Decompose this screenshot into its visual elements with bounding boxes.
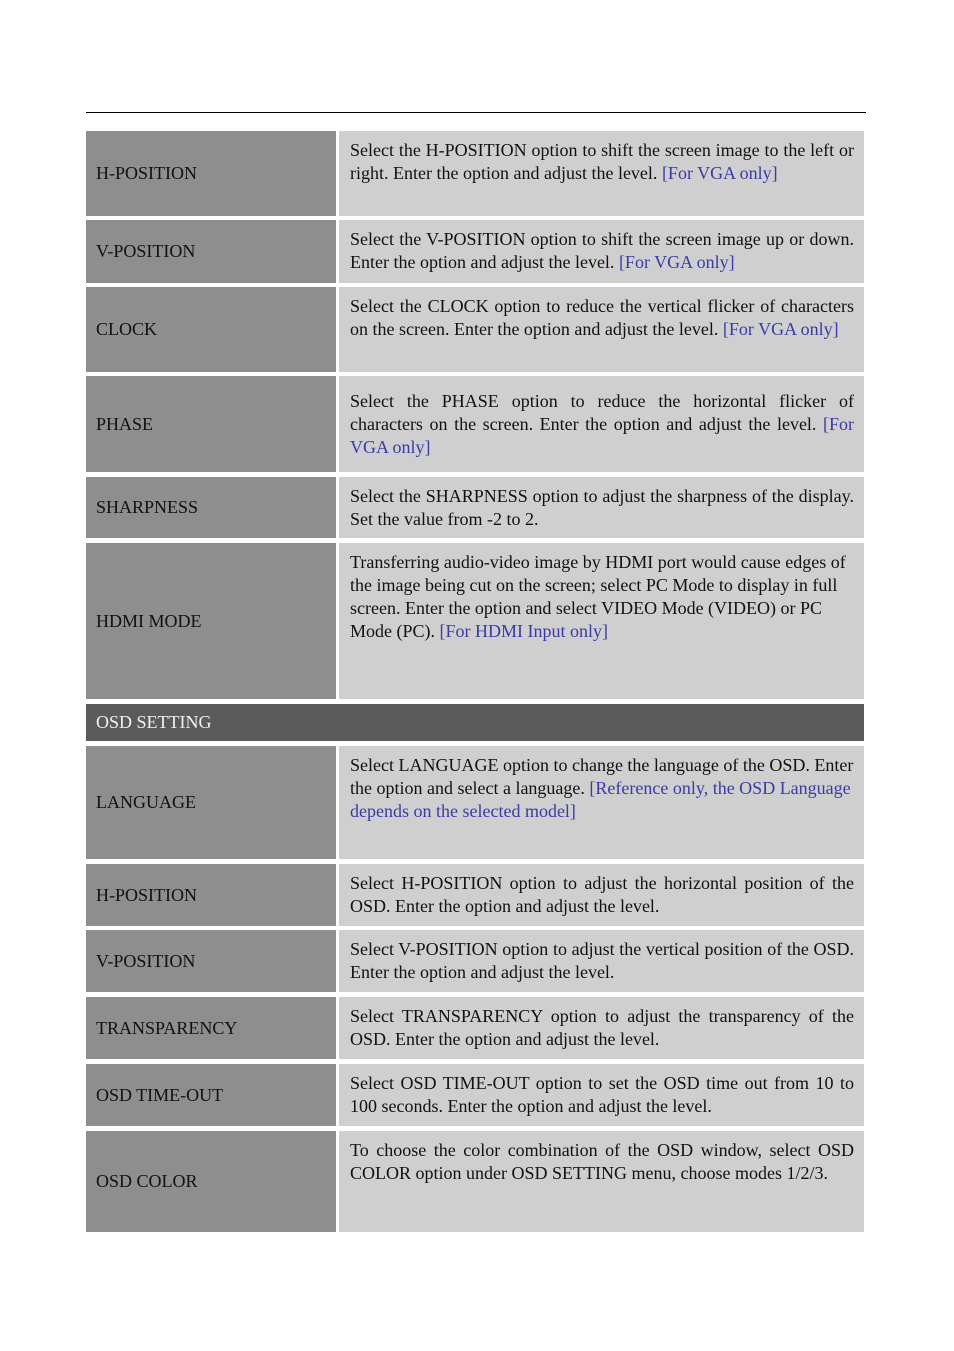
label-text: HDMI MODE <box>96 610 202 631</box>
description-note: [Reference only, the OSD Language depends on the selected model] <box>350 778 851 821</box>
row-label <box>86 1064 336 1126</box>
row-description <box>339 1064 864 1126</box>
description-text: Transferring audio-video image by HDMI port would cause edges of the image being cut on the screen; select PC Mode to display in full screen. Enter the option and select VIDEO Mode (VIDEO) or PC Mode (PC). <box>350 552 846 641</box>
label-text: V-POSITION <box>96 950 196 971</box>
label-text: OSD COLOR <box>96 1171 198 1191</box>
row-label <box>86 131 336 216</box>
row-label <box>86 287 336 372</box>
description-text: Select the CLOCK option to reduce the vertical flicker of characters on the screen. Enter the option and adjust the level. <box>350 296 854 339</box>
row-label <box>86 220 336 283</box>
row-label <box>86 543 336 699</box>
table-row <box>86 1064 864 1126</box>
row-label <box>86 1131 336 1232</box>
row-description <box>339 1131 864 1232</box>
header-rule <box>86 112 866 113</box>
label-text: PHASE <box>96 413 154 434</box>
section-header-osd-setting <box>86 704 864 741</box>
table-row <box>86 746 864 859</box>
row-label <box>86 746 336 859</box>
label-text: SHARPNESS <box>96 497 199 517</box>
description-text: Select the SHARPNESS option to adjust the sharpness of the display. Set the value from -2 to 2. <box>350 486 854 529</box>
table-row <box>86 997 864 1059</box>
label-text: TRANSPARENCY <box>96 1017 238 1038</box>
label-text: H-POSITION <box>96 884 197 905</box>
description-note: [For VGA only] <box>618 252 735 272</box>
description-note: [For HDMI Input only] <box>439 621 608 641</box>
row-label <box>86 930 336 992</box>
description-note: [For VGA only] <box>350 414 854 457</box>
table-row <box>86 131 864 216</box>
row-label <box>86 864 336 926</box>
description-text: Select the H-POSITION option to shift the screen image to the left or right. Enter the option and adjust the level. <box>350 140 854 183</box>
table-row <box>86 477 864 538</box>
row-description <box>339 131 864 216</box>
label-text: CLOCK <box>96 319 158 339</box>
label-text: H-POSITION <box>96 163 197 183</box>
description-text: Select the V-POSITION option to shift the screen image up or down. Enter the option and adjust the level. <box>350 229 854 272</box>
row-description <box>339 376 864 472</box>
description-text: Select H-POSITION option to adjust the horizontal position of the OSD. Enter the option and adjust the level. <box>350 873 854 916</box>
description-note: [For VGA only] <box>661 163 778 183</box>
row-description <box>339 220 864 283</box>
section-title: OSD SETTING <box>96 712 212 732</box>
description-text: Select V-POSITION option to adjust the vertical position of the OSD. Enter the option and adjust the level. <box>350 939 854 982</box>
table-row <box>86 287 864 372</box>
row-description <box>339 864 864 926</box>
description-text: Select TRANSPARENCY option to adjust the transparency of the OSD. Enter the option and adjust the level. <box>350 1006 854 1049</box>
row-description <box>339 997 864 1059</box>
row-description <box>339 746 864 859</box>
row-label <box>86 997 336 1059</box>
table-row <box>86 376 864 472</box>
table-row <box>86 543 864 699</box>
label-text: OSD TIME-OUT <box>96 1084 224 1105</box>
row-description <box>339 287 864 372</box>
description-note: [For VGA only] <box>722 319 839 339</box>
table-row <box>86 1131 864 1232</box>
row-label <box>86 376 336 472</box>
row-description <box>339 477 864 538</box>
description-text: Select OSD TIME-OUT option to set the OSD time out from 10 to 100 seconds. Enter the option and adjust the level. <box>350 1073 854 1116</box>
row-description <box>339 543 864 699</box>
description-text: Select LANGUAGE option to change the language of the OSD. Enter the option and select a language. <box>350 755 854 798</box>
table-row <box>86 864 864 926</box>
label-text: V-POSITION <box>96 241 196 261</box>
table-row <box>86 220 864 283</box>
row-label <box>86 477 336 538</box>
description-text: Select the PHASE option to reduce the horizontal flicker of characters on the screen. Enter the option and adjust the level. <box>350 391 854 434</box>
table-row <box>86 930 864 992</box>
description-text: To choose the color combination of the OSD window, select OSD COLOR option under OSD SETTING menu, choose modes 1/2/3. <box>350 1140 854 1183</box>
row-description <box>339 930 864 992</box>
label-text: LANGUAGE <box>96 792 196 812</box>
